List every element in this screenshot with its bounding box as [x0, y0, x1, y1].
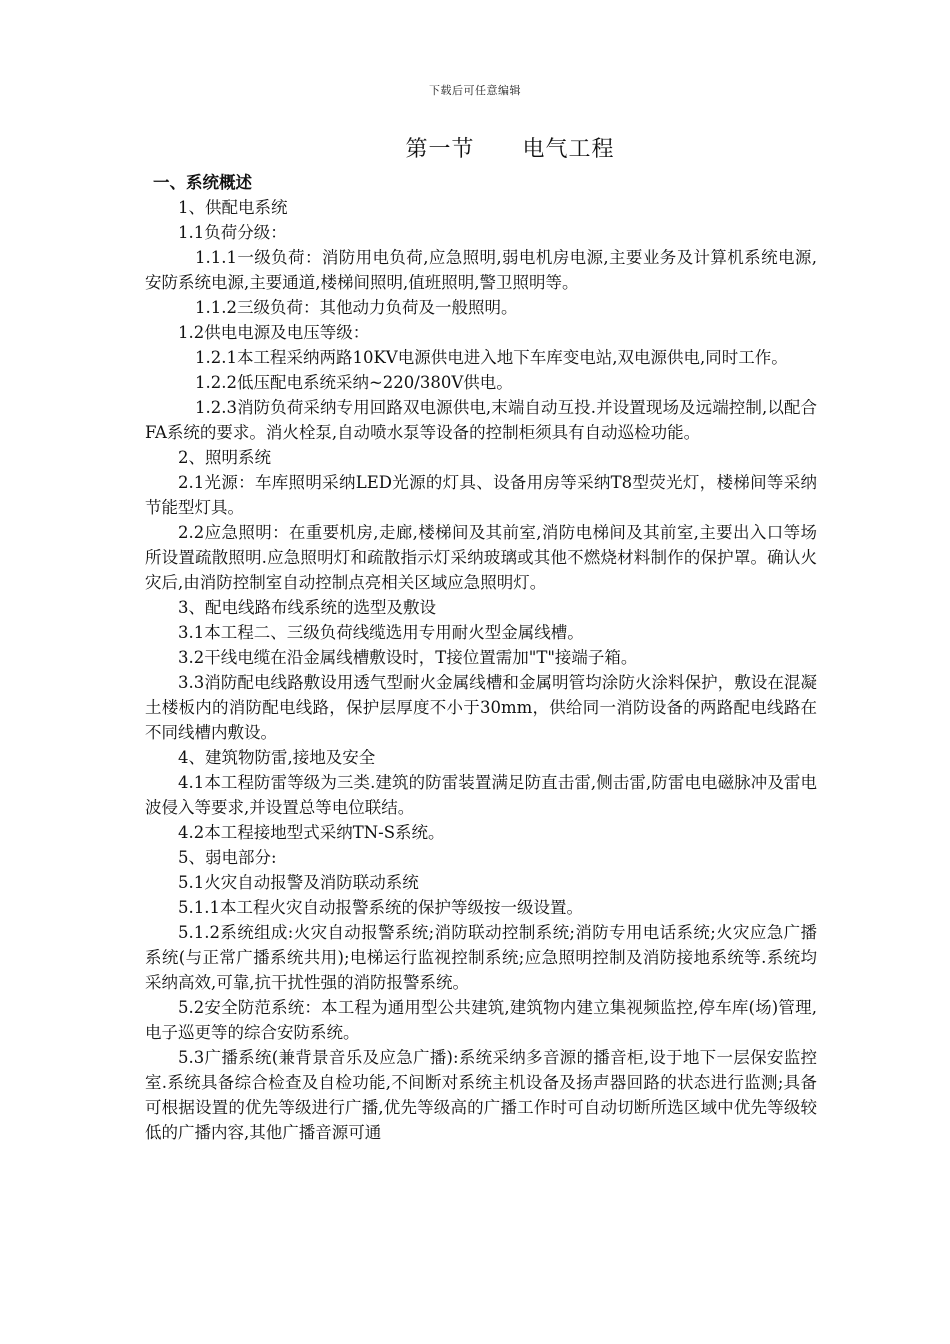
paragraph: 1.2.1本工程采纳两路10KV电源供电进入地下车库变电站,双电源供电,同时工作。 — [195, 348, 788, 367]
paragraph: 5.3广播系统(兼背景音乐及应急广播):系统采纳多音源的播音柜,设于地下一层保安监控室.系统具备综合检查及自检功能,不间断对系统主机设备及扬声器回路的状态进行监测;具备可根据设置的优先等级进行广播,优先等级高的广播工作时可自动切断所选区域中优先等级较低的广播内容,其他广播音源可通 — [145, 1048, 817, 1142]
paragraph: 2、照明系统 — [178, 448, 271, 467]
paragraph: 2.2应急照明：在重要机房,走廊,楼梯间及其前室,消防电梯间及其前室,主要出入口等场所设置疏散照明.应急照明灯和疏散指示灯采纳玻璃或其他不燃烧材料制作的保护罩。确认火灾后,由消防控制室自动控制点亮相关区域应急照明灯。 — [145, 523, 817, 592]
paragraph: 5、弱电部分: — [178, 848, 277, 867]
paragraph: 5.2安全防范系统：本工程为通用型公共建筑,建筑物内建立集视频监控,停车库(场)管理,电子巡更等的综合安防系统。 — [145, 998, 817, 1042]
paragraph: 5.1火灾自动报警及消防联动系统 — [178, 873, 419, 892]
section-heading: 一、系统概述 — [153, 173, 252, 192]
paragraph: 4.1本工程防雷等级为三类.建筑的防雷装置满足防直击雷,侧击雷,防雷电电磁脉冲及雷电波侵入等要求,并设置总等电位联结。 — [145, 773, 817, 817]
paragraph: 3、配电线路布线系统的选型及敷设 — [178, 598, 436, 617]
paragraph: 1.1.1一级负荷：消防用电负荷,应急照明,弱电机房电源,主要业务及计算机系统电源,安防系统电源,主要通道,楼梯间照明,值班照明,警卫照明等。 — [145, 248, 817, 292]
paragraph: 3.1本工程二、三级负荷线缆选用专用耐火型金属线槽。 — [178, 623, 584, 642]
paragraph: 1.1负荷分级： — [178, 223, 287, 242]
paragraph: 5.1.2系统组成:火灾自动报警系统;消防联动控制系统;消防专用电话系统;火灾应急广播系统(与正常广播系统共用);电梯运行监视控制系统;应急照明控制及消防接地系统等.系统均采纳高效,可靠,抗干扰性强的消防报警系统。 — [145, 923, 817, 992]
document-body — [145, 170, 817, 1145]
paragraph: 1、供配电系统 — [178, 198, 288, 217]
title-section-name: 电气工程 — [522, 137, 615, 162]
paragraph: 3.2干线电缆在沿金属线槽敷设时，T接位置需加"T"接端子箱。 — [178, 648, 638, 667]
title-section-number: 第一节 — [405, 137, 475, 162]
paragraph: 1.1.2三级负荷：其他动力负荷及一般照明。 — [195, 298, 518, 317]
header-note: 下载后可任意编辑 — [429, 84, 521, 97]
paragraph: 1.2供电电源及电压等级： — [178, 323, 370, 342]
paragraph: 1.2.2低压配电系统采纳~220/380V供电。 — [195, 373, 513, 392]
paragraph: 3.3消防配电线路敷设用透气型耐火金属线槽和金属明管均涂防火涂料保护，敷设在混凝土楼板内的消防配电线路，保护层厚度不小于30mm，供给同一消防设备的两路配电线路在不同线槽内敷设。 — [145, 673, 817, 742]
paragraph: 1.2.3消防负荷采纳专用回路双电源供电,末端自动互投.并设置现场及远端控制,以配合FA系统的要求。消火栓泵,自动喷水泵等设备的控制柜须具有自动巡检功能。 — [145, 398, 817, 442]
paragraph: 4、建筑物防雷,接地及安全 — [178, 748, 376, 767]
paragraph: 2.1光源：车库照明采纳LED光源的灯具、设备用房等采纳T8型荧光灯，楼梯间等采纳节能型灯具。 — [145, 473, 817, 517]
paragraph: 5.1.1本工程火灾自动报警系统的保护等级按一级设置。 — [178, 898, 583, 917]
paragraph: 4.2本工程接地型式采纳TN-S系统。 — [178, 823, 445, 842]
paragraph-list — [145, 195, 817, 1145]
page-title — [0, 132, 950, 163]
